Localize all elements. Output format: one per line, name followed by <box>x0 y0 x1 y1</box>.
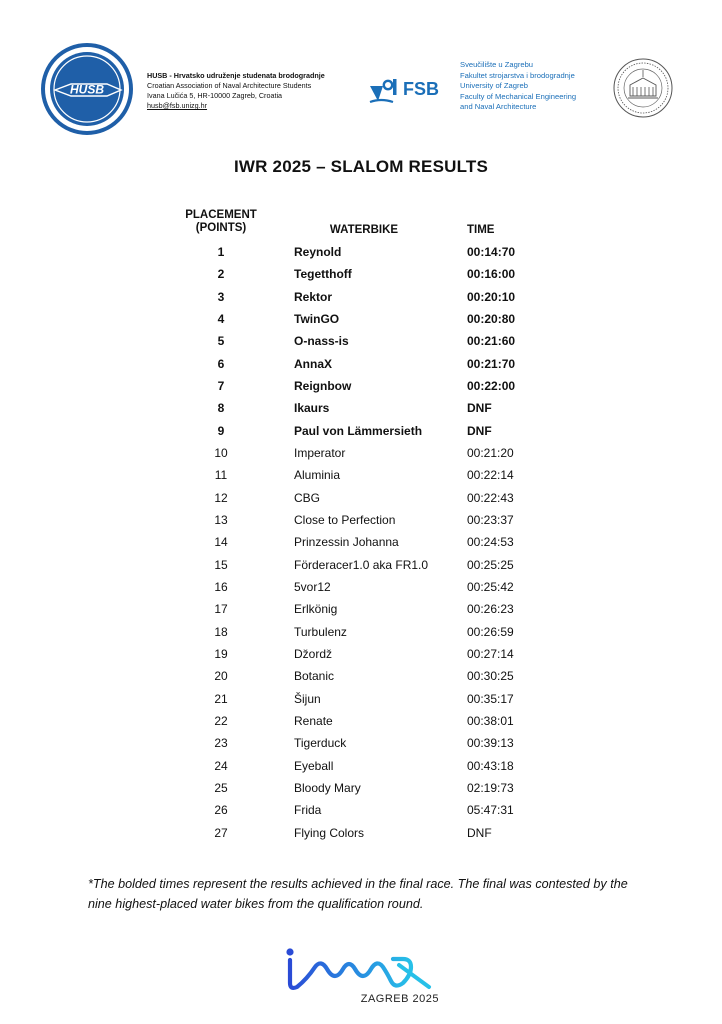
page-title: IWR 2025 – SLALOM RESULTS <box>233 157 489 176</box>
time-cell: 00:23:37 <box>467 512 514 527</box>
placement-header-line-2: (POINTS) <box>195 222 247 234</box>
table-row <box>180 710 540 732</box>
placement-cell: 20 <box>214 669 228 684</box>
husb-name: HUSB - Hrvatsko udruženje studenata brodogradnje <box>147 71 325 80</box>
time-cell: 00:26:23 <box>467 602 514 617</box>
table-row <box>180 531 540 553</box>
husb-contact-block <box>147 71 325 111</box>
placement-cell: 23 <box>214 736 228 751</box>
waterbike-cell: Turbulenz <box>294 624 347 639</box>
table-row <box>180 576 540 598</box>
fsb-logo-text: FSB <box>403 79 439 99</box>
placement-cell: 16 <box>214 579 228 594</box>
time-cell: 00:22:14 <box>467 468 514 483</box>
waterbike-cell: Erlkönig <box>294 602 338 617</box>
time-cell: 00:43:18 <box>467 758 514 773</box>
iwr-logo-text: IWR <box>360 954 362 955</box>
table-row <box>180 665 540 687</box>
waterbike-cell: Botanic <box>294 669 335 684</box>
waterbike-cell: TwinGO <box>294 311 340 326</box>
table-row <box>180 621 540 643</box>
placement-cell: 14 <box>214 535 228 550</box>
time-cell: 00:35:17 <box>467 691 514 706</box>
placement-cell: 26 <box>214 803 228 818</box>
table-row <box>180 263 540 285</box>
husb-email-link[interactable]: husb@fsb.unizg.hr <box>147 101 208 110</box>
time-cell: 02:19:73 <box>467 780 514 795</box>
table-row <box>180 509 540 531</box>
placement-cell: 4 <box>217 311 225 326</box>
fsb-faculty-block <box>460 60 576 113</box>
waterbike-cell: AnnaX <box>294 356 333 371</box>
time-cell: 05:47:31 <box>467 803 514 818</box>
table-row <box>180 464 540 486</box>
table-row <box>180 286 540 308</box>
time-cell: DNF <box>467 401 492 416</box>
results-table-header <box>180 207 540 241</box>
table-row <box>180 822 540 844</box>
waterbike-cell: Close to Perfection <box>294 512 396 527</box>
waterbike-cell: Prinzessin Johanna <box>294 535 399 550</box>
husb-logo-icon <box>41 43 133 135</box>
time-cell: 00:38:01 <box>467 713 514 728</box>
letterhead <box>0 0 722 150</box>
table-row <box>180 732 540 754</box>
time-column-header: TIME <box>467 224 495 236</box>
waterbike-cell: Eyeball <box>294 758 334 773</box>
waterbike-cell: Reignbow <box>294 378 352 393</box>
waterbike-cell: Imperator <box>294 445 346 460</box>
placement-cell: 17 <box>214 602 228 617</box>
placement-cell: 15 <box>214 557 228 572</box>
time-cell: 00:20:80 <box>467 311 516 326</box>
fsb-line-3: University of Zagreb <box>460 81 528 90</box>
table-row <box>180 353 540 375</box>
waterbike-cell: O-nass-is <box>294 334 349 349</box>
waterbike-cell: Džordž <box>294 646 333 661</box>
time-cell: 00:26:59 <box>467 624 514 639</box>
fsb-line-2: Fakultet strojarstva i brodogradnje <box>460 70 575 80</box>
waterbike-cell: Tegetthoff <box>294 267 352 282</box>
placement-cell: 25 <box>214 780 228 795</box>
waterbike-cell: CBG <box>294 490 321 505</box>
placement-cell: 22 <box>214 713 228 728</box>
placement-cell: 13 <box>214 512 228 527</box>
table-row <box>180 397 540 419</box>
table-row <box>180 487 540 509</box>
table-row <box>180 554 540 576</box>
time-cell: 00:21:70 <box>467 356 516 371</box>
time-cell: DNF <box>467 423 492 438</box>
iwr-subtitle: ZAGREB 2025 <box>360 993 439 1005</box>
placement-cell: 9 <box>217 423 225 438</box>
waterbike-cell: Tigerduck <box>294 736 347 751</box>
waterbike-cell: Renate <box>294 713 333 728</box>
waterbike-cell: Flying Colors <box>294 825 365 840</box>
table-row <box>180 643 540 665</box>
placement-cell: 12 <box>214 490 228 505</box>
waterbike-cell: Rektor <box>294 289 333 304</box>
table-row <box>180 420 540 442</box>
placement-cell: 7 <box>217 378 225 393</box>
placement-cell: 10 <box>214 445 228 460</box>
time-cell: 00:22:43 <box>467 490 514 505</box>
time-cell: 00:24:53 <box>467 535 514 550</box>
table-row <box>180 241 540 263</box>
placement-cell: 2 <box>217 267 225 282</box>
waterbike-cell: Förderacer1.0 aka FR1.0 <box>294 557 429 572</box>
table-row <box>180 688 540 710</box>
placement-cell: 5 <box>217 334 225 349</box>
time-cell: 00:21:60 <box>467 334 516 349</box>
results-table-body <box>180 241 540 844</box>
placement-cell: 24 <box>214 758 228 773</box>
table-row <box>180 442 540 464</box>
time-cell: DNF <box>467 825 492 840</box>
time-cell: 00:30:25 <box>467 669 514 684</box>
time-cell: 00:27:14 <box>467 646 514 661</box>
time-cell: 00:14:70 <box>467 245 516 259</box>
time-cell: 00:16:00 <box>467 267 516 282</box>
time-cell: 00:25:25 <box>467 557 514 572</box>
time-cell: 00:39:13 <box>467 736 514 751</box>
time-cell: 00:22:00 <box>467 378 516 393</box>
placement-column-header <box>180 209 262 235</box>
table-row <box>180 375 540 397</box>
table-row <box>180 308 540 330</box>
waterbike-cell: Bloody Mary <box>294 780 361 795</box>
husb-name-en: Croatian Association of Naval Architecture Students <box>147 81 312 90</box>
waterbike-column-header: WATERBIKE <box>329 224 399 236</box>
placement-cell: 8 <box>217 401 225 416</box>
time-cell: 00:21:20 <box>467 445 514 460</box>
waterbike-cell: Ikaurs <box>294 401 330 416</box>
waterbike-cell: Frida <box>294 803 322 818</box>
waterbike-cell: Reynold <box>294 245 342 259</box>
husb-logo-text: HUSB <box>69 82 105 97</box>
placement-cell: 3 <box>217 289 225 304</box>
husb-address: Ivana Lučića 5, HR-10000 Zagreb, Croatia <box>147 91 283 100</box>
time-cell: 00:20:10 <box>467 289 516 304</box>
placement-cell: 1 <box>217 245 225 259</box>
placement-header-line-1: PLACEMENT <box>185 209 257 221</box>
results-table <box>180 207 540 844</box>
footnote: *The bolded times represent the results achieved in the final race. The final was contested by the nine highest-placed water bikes from the qualification round. <box>88 877 628 911</box>
placement-cell: 19 <box>214 646 228 661</box>
table-row <box>180 799 540 821</box>
placement-cell: 18 <box>214 624 228 639</box>
table-row <box>180 330 540 352</box>
waterbike-cell: Šijun <box>294 691 321 706</box>
waterbike-cell: Paul von Lämmersieth <box>294 423 423 438</box>
fsb-logo-icon <box>369 74 453 104</box>
fsb-line-5: and Naval Architecture <box>460 102 537 111</box>
fsb-line-1: Sveučilište u Zagrebu <box>460 60 534 69</box>
waterbike-cell: Aluminia <box>294 468 341 483</box>
table-row <box>180 755 540 777</box>
time-cell: 00:25:42 <box>467 579 514 594</box>
placement-cell: 21 <box>214 691 228 706</box>
waterbike-cell: 5vor12 <box>294 579 331 594</box>
university-seal-icon <box>613 58 673 118</box>
fsb-line-4: Faculty of Mechanical Engineering <box>460 91 577 101</box>
table-row <box>180 598 540 620</box>
placement-cell: 11 <box>214 468 228 483</box>
placement-cell: 6 <box>217 356 225 371</box>
table-row <box>180 777 540 799</box>
placement-cell: 27 <box>214 825 228 840</box>
